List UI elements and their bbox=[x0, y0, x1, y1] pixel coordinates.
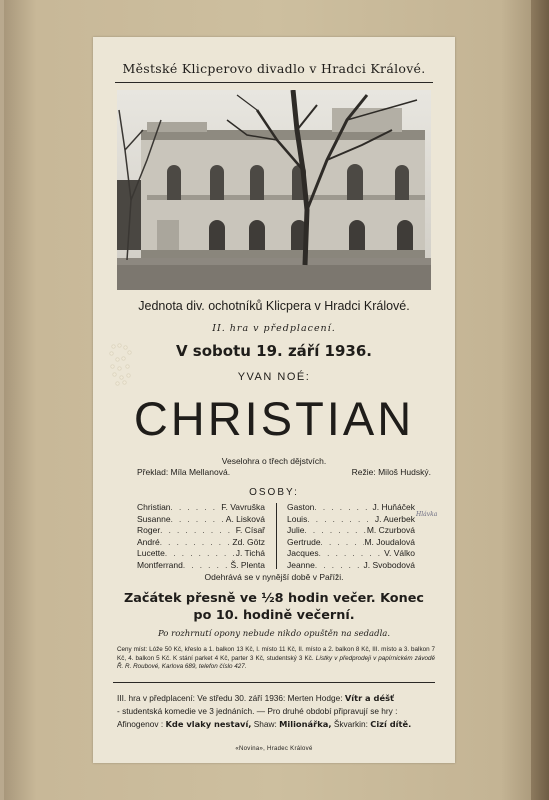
price-list: Ceny míst: Lóže 50 Kč, křeslo a 1. balkon 13 Kč, I. místo 11 Kč, II. místo a 2. balkon 8 Kč, III. místo a 3. balkon 7 Kč, 4. balkon 5 Kč. K stání parket 4 Kč, parter 3 Kč, studentský 3 Kč. bbox=[117, 646, 435, 662]
upcoming-author-2: Shaw: bbox=[253, 719, 277, 729]
ticket-prices bbox=[117, 646, 435, 672]
cast-role: Montferrand bbox=[137, 559, 183, 570]
upcoming-title-3: Cizí dítě. bbox=[370, 719, 412, 729]
next-play-title: Vítr a déšť bbox=[344, 693, 395, 703]
next-play-description: - studentská komedie ve 3 jednáních. — Pro druhé období připravují se hry : bbox=[117, 706, 398, 716]
subscription-series: II. hra v předplacení. bbox=[212, 323, 336, 334]
play-genre: Veselohra o třech dějstvích. bbox=[221, 456, 327, 466]
cast-actor: A. Lisková bbox=[225, 513, 265, 524]
cast-row bbox=[287, 525, 415, 537]
cast-actor: J. Svobodová bbox=[363, 559, 415, 570]
cast-row bbox=[137, 525, 265, 537]
perforation-stamp bbox=[108, 343, 140, 385]
cast-role: Gertrude bbox=[287, 536, 321, 547]
book-binding bbox=[531, 0, 549, 800]
header-rule bbox=[115, 82, 433, 83]
cast-actor: V. Válko bbox=[384, 548, 415, 559]
footer-rule bbox=[113, 682, 435, 683]
cast-actor: J. Auerbek bbox=[374, 513, 415, 524]
cast-list-left bbox=[137, 502, 265, 572]
cast-actor: Š. Plenta bbox=[230, 559, 265, 570]
play-author: YVAN NOÉ: bbox=[237, 371, 311, 383]
cast-actor: J. Huňáček bbox=[372, 502, 415, 512]
cast-role: Lucette bbox=[137, 548, 165, 559]
cast-actor: M. Joudalová bbox=[364, 536, 415, 547]
cast-role: André bbox=[137, 536, 160, 547]
cast-actor: Zd. Götz bbox=[232, 536, 265, 547]
cast-row bbox=[137, 560, 265, 572]
start-time-line-2: po 10. hodině večerní. bbox=[193, 608, 355, 623]
cast-role: Gaston bbox=[287, 502, 315, 512]
cast-row bbox=[137, 548, 265, 560]
play-title: CHRISTIAN bbox=[133, 392, 415, 445]
cast-list-right bbox=[287, 502, 415, 572]
cast-row bbox=[287, 548, 415, 560]
cast-row bbox=[137, 514, 265, 526]
upcoming-author-3: Škvarkin: bbox=[333, 719, 368, 729]
playbill-poster bbox=[93, 37, 455, 763]
cast-role: Roger bbox=[137, 525, 161, 536]
cast-role: Jeanne bbox=[287, 559, 315, 570]
cast-role: Julie bbox=[287, 525, 305, 536]
theatre-building-photo bbox=[117, 90, 431, 290]
cast-role: Susanne bbox=[137, 513, 171, 524]
upcoming-title-2: Milionářka, bbox=[279, 719, 332, 729]
start-time bbox=[103, 590, 445, 624]
printer-credit: «Novina», Hradec Králové bbox=[235, 746, 313, 752]
cast-role: Louis bbox=[287, 513, 308, 524]
presale-info: Lístky v předprodeji v papírnickém závodě Ř. R. Roubové, Karlova 689, telefon číslo 427. bbox=[117, 654, 435, 671]
upcoming-author-1: Afinogenov : bbox=[117, 719, 164, 729]
start-time-line-1: Začátek přesně ve ½8 hodin večer. Konec bbox=[124, 591, 424, 606]
play-setting: Odehrává se v nynější době v Paříži. bbox=[204, 572, 344, 582]
cast-role: Jacques bbox=[287, 548, 319, 559]
translation-credit: Překlad: Míla Mellanová. bbox=[137, 467, 231, 477]
cast-row bbox=[287, 560, 415, 572]
upcoming-plays bbox=[117, 692, 435, 731]
theatre-building-illustration bbox=[117, 90, 431, 290]
cast-actor: F. Císař bbox=[235, 525, 265, 536]
cast-actor: J. Tichá bbox=[235, 548, 265, 559]
cast-divider bbox=[276, 503, 277, 569]
cast-row bbox=[137, 537, 265, 549]
upcoming-title-1: Kde vlaky nestaví, bbox=[165, 719, 252, 729]
cast-actor: M. Czurbová bbox=[366, 525, 415, 536]
cast-actor: F. Vavruška bbox=[221, 502, 265, 512]
theatre-name: Městské Klicperovo divadlo v Hradci Králové. bbox=[122, 61, 426, 76]
direction-credit: Režie: Miloš Hudský. bbox=[351, 467, 431, 477]
organization-name: Jednota div. ochotníků Klicpera v Hradci Králové. bbox=[138, 299, 410, 313]
cast-row bbox=[287, 537, 415, 549]
cast-row bbox=[137, 502, 265, 514]
cast-role: Christian bbox=[137, 502, 171, 512]
handwritten-note: Hlávka bbox=[416, 511, 438, 518]
next-play-intro: III. hra v předplacení: Ve středu 30. září 1936: Merten Hodge: bbox=[117, 693, 343, 703]
cast-heading: OSOBY: bbox=[249, 487, 299, 498]
cast-row bbox=[287, 514, 415, 526]
seating-notice: Po rozhrnutí opony nebude nikdo opuštěn na sedadla. bbox=[157, 629, 391, 639]
cast-row bbox=[287, 502, 415, 514]
performance-date: V sobotu 19. září 1936. bbox=[175, 342, 373, 360]
